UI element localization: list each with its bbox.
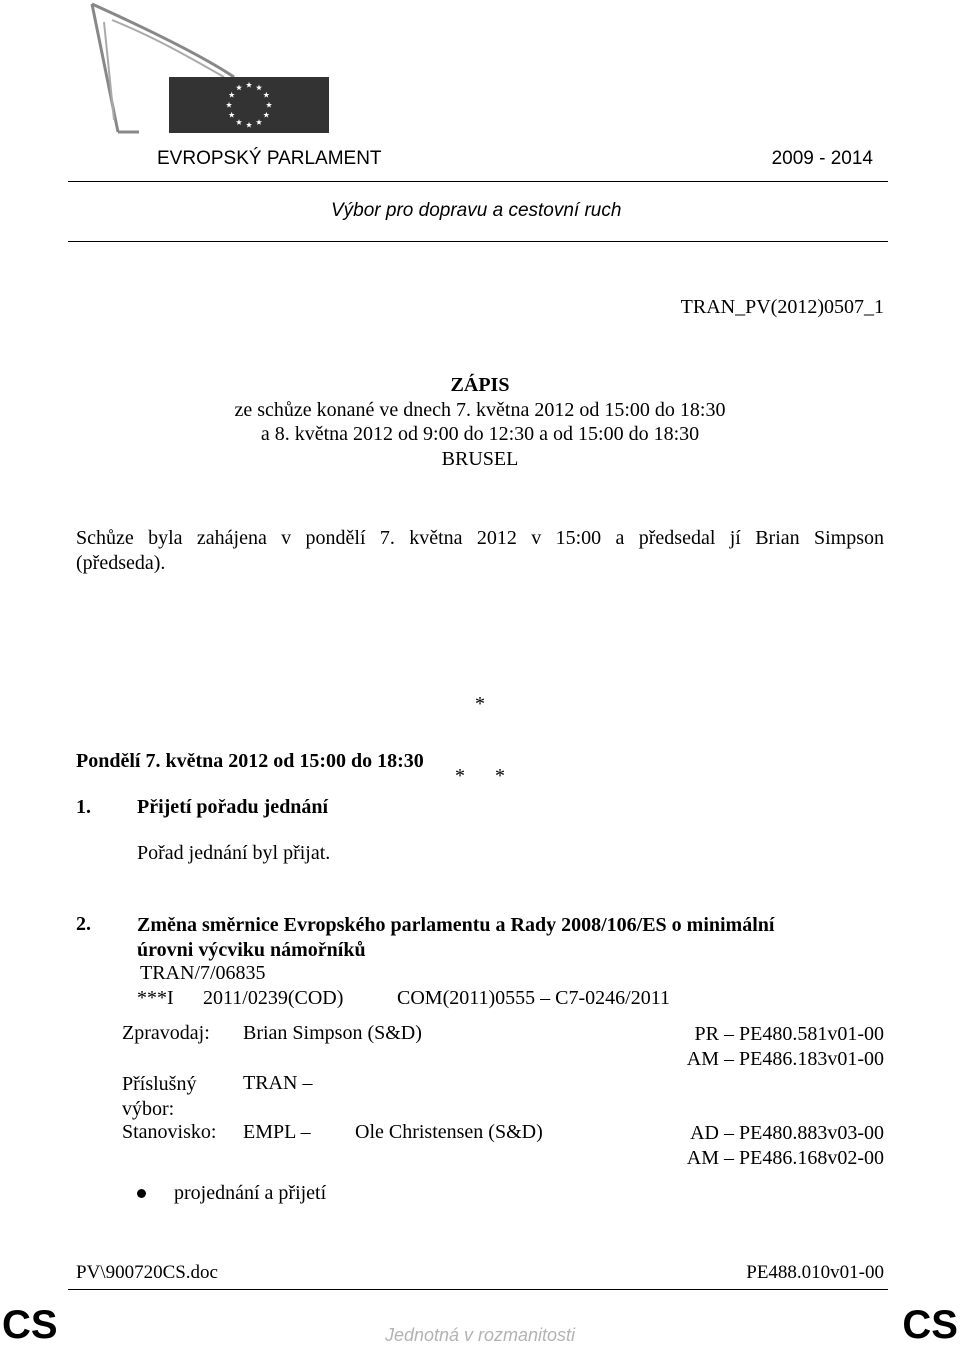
item1-title: Přijetí pořadu jednání xyxy=(137,796,329,818)
rapporteur-ref-am: AM – PE486.183v01-00 xyxy=(686,1047,884,1070)
rapporteur-ref-pr: PR – PE480.581v01-00 xyxy=(694,1023,884,1045)
opinion-ref-ad: AD – PE480.883v03-00 xyxy=(690,1122,884,1144)
footer-pe-reference: PE488.010v01-00 xyxy=(746,1262,884,1283)
title-block xyxy=(0,373,960,471)
footer-rule xyxy=(68,1289,888,1290)
opinion-refs xyxy=(687,1121,884,1170)
rapporteur-label: Zpravodaj: xyxy=(122,1022,210,1044)
section-separator: * * * xyxy=(455,693,505,787)
opinion-committee: EMPL – xyxy=(243,1121,311,1143)
opinion-rapporteur: Ole Christensen (S&D) xyxy=(355,1121,543,1143)
rapporteur-value: Brian Simpson (S&D) xyxy=(243,1022,422,1044)
opening-paragraph xyxy=(76,526,884,575)
footer-language-left: CS xyxy=(2,1303,58,1347)
item2-procedure-code: 2011/0239(COD) xyxy=(203,987,344,1009)
footer-file-name: PV\900720CS.doc xyxy=(76,1262,218,1283)
document-title: ZÁPIS xyxy=(450,374,510,396)
opening-line1: Schůze byla zahájena v pondělí 7. května 2012 v 15:00 a předsedal jí Brian Simpson xyxy=(76,527,884,549)
meeting-dates-line2: a 8. května 2012 od 9:00 do 12:30 a od 15:00 do 18:30 xyxy=(260,423,700,445)
item2-procedure: ***I xyxy=(137,987,174,1009)
opening-line2: (předseda). xyxy=(76,551,166,574)
committee-responsible-label: Příslušný výbor: xyxy=(122,1073,197,1120)
meeting-place: BRUSEL xyxy=(441,447,519,470)
item1-number: 1. xyxy=(76,796,91,818)
ep-logo xyxy=(84,2,334,136)
item1-body: Pořad jednání byl přijat. xyxy=(137,842,331,864)
item2-title xyxy=(137,913,774,962)
item2-title-line1: Změna směrnice Evropského parlamentu a Rady 2008/106/ES o minimální xyxy=(137,914,775,936)
opinion-label: Stanovisko: xyxy=(122,1121,217,1143)
item2-com-code: COM(2011)0555 – C7-0246/2011 xyxy=(397,987,670,1009)
committee-responsible-value: TRAN – xyxy=(243,1072,313,1094)
committee-name: Výbor pro dopravu a cestovní ruch xyxy=(331,200,622,221)
legislative-term: 2009 - 2014 xyxy=(771,148,873,169)
header-rule xyxy=(68,181,888,182)
rapporteur-refs xyxy=(687,1022,884,1071)
session-heading: Pondělí 7. května 2012 od 15:00 do 18:30 xyxy=(76,750,424,772)
footer-language-right: CS xyxy=(902,1303,958,1347)
opinion-ref-am: AM – PE486.168v02-00 xyxy=(686,1146,884,1169)
bullet-text: projednání a přijetí xyxy=(174,1182,327,1204)
committee-rule xyxy=(68,241,888,242)
meeting-dates-line1: ze schůze konané ve dnech 7. května 2012 od 15:00 do 18:30 xyxy=(234,398,726,421)
item2-title-line2: úrovni výcviku námořníků xyxy=(137,938,366,961)
bullet-icon xyxy=(137,1189,146,1198)
parliament-name: EVROPSKÝ PARLAMENT xyxy=(157,148,382,169)
footer-motto: Jednotná v rozmanitosti xyxy=(384,1325,576,1345)
item2-number: 2. xyxy=(76,913,91,935)
item2-reference: TRAN/7/06835 xyxy=(140,962,266,984)
document-reference: TRAN_PV(2012)0507_1 xyxy=(680,296,884,318)
